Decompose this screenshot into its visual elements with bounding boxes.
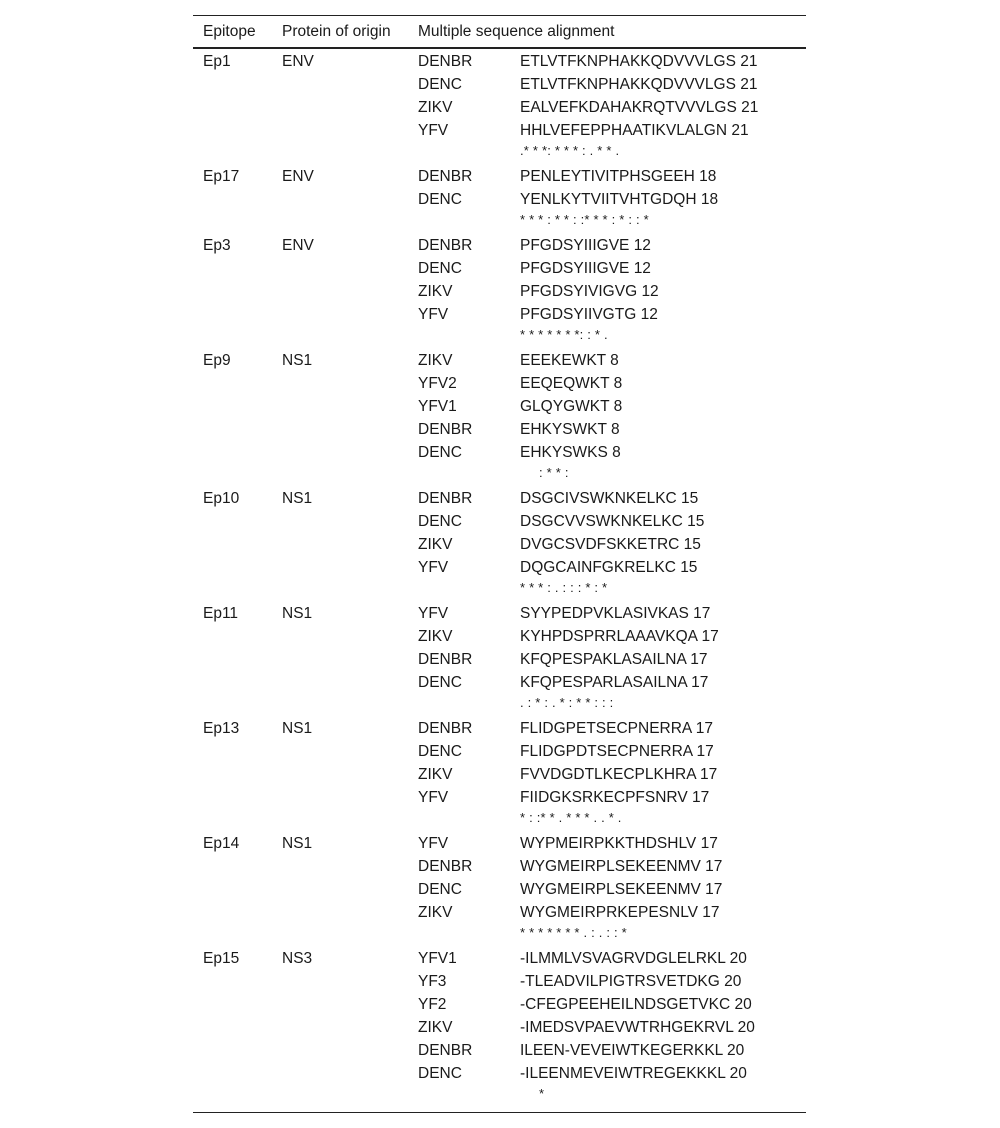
- virus-cell: YFV1: [418, 398, 457, 415]
- sequence-cell: EEQEQWKT 8: [520, 375, 623, 392]
- table-row: [193, 257, 806, 280]
- virus-cell: DENC: [418, 743, 462, 760]
- protein-cell: NS1: [282, 605, 313, 622]
- sequence-cell: GLQYGWKT 8: [520, 398, 623, 415]
- table-row: [193, 119, 806, 142]
- virus-cell: ZIKV: [418, 1019, 453, 1036]
- epitope-cell: Ep3: [203, 237, 231, 254]
- table-row: [193, 855, 806, 878]
- sequence-cell: -TLEADVILPIGTRSVETDKG 20: [520, 973, 742, 990]
- table-row: [193, 50, 806, 73]
- sequence-cell: -ILEENMEVEIWTREGEKKKL 20: [520, 1065, 747, 1082]
- table-row: [193, 395, 806, 418]
- sequence-cell: PFGDSYIIVGTG 12: [520, 306, 658, 323]
- table-row: [193, 303, 806, 326]
- table-row: [193, 165, 806, 188]
- sequence-cell: FLIDGPETSECPNERRA 17: [520, 720, 713, 737]
- sequence-cell: KFQPESPAKLASAILNA 17: [520, 651, 708, 668]
- consensus-row: [193, 464, 806, 487]
- table-row: [193, 510, 806, 533]
- virus-cell: ZIKV: [418, 283, 453, 300]
- virus-cell: DENBR: [418, 490, 473, 507]
- consensus-row: [193, 694, 806, 717]
- consensus-row: [193, 809, 806, 832]
- sequence-cell: ILEEN-VEVEIWTKEGERKKL 20: [520, 1042, 745, 1059]
- virus-cell: YF3: [418, 973, 447, 990]
- sequence-cell: DVGCSVDFSKKETRC 15: [520, 536, 701, 553]
- table-row: [193, 533, 806, 556]
- sequence-cell: WYPMEIRPKKTHDSHLV 17: [520, 835, 718, 852]
- table-row: [193, 717, 806, 740]
- consensus-row: [193, 579, 806, 602]
- table-row: [193, 73, 806, 96]
- table-row: [193, 671, 806, 694]
- sequence-cell: DQGCAINFGKRELKC 15: [520, 559, 698, 576]
- consensus-symbols: : * * :: [520, 465, 569, 480]
- sequence-cell: -IMEDSVPAEVWTRHGEKRVL 20: [520, 1019, 755, 1036]
- virus-cell: DENC: [418, 881, 462, 898]
- protein-cell: NS3: [282, 950, 313, 967]
- virus-cell: DENC: [418, 260, 462, 277]
- sequence-cell: -ILMMLVSVAGRVDGLELRKL 20: [520, 950, 747, 967]
- virus-cell: YFV: [418, 559, 449, 576]
- consensus-symbols: . : * : . * : * * : : :: [520, 695, 614, 710]
- sequence-cell: KYHPDSPRRLAAAVKQA 17: [520, 628, 719, 645]
- virus-cell: DENBR: [418, 858, 473, 875]
- sequence-cell: WYGMEIRPLSEKEENMV 17: [520, 881, 723, 898]
- table-row: [193, 970, 806, 993]
- table-bottom-rule: [193, 1112, 806, 1113]
- epitope-cell: Ep15: [203, 950, 240, 967]
- virus-cell: DENC: [418, 513, 462, 530]
- consensus-symbols: *: [520, 1086, 545, 1101]
- virus-cell: DENBR: [418, 720, 473, 737]
- protein-cell: NS1: [282, 835, 313, 852]
- virus-cell: YFV: [418, 789, 449, 806]
- table-row: [193, 349, 806, 372]
- table-row: [193, 740, 806, 763]
- consensus-row: [193, 924, 806, 947]
- consensus-symbols: * * * * * * *: : * .: [520, 327, 608, 342]
- consensus-row: [193, 142, 806, 165]
- protein-cell: NS1: [282, 352, 313, 369]
- protein-cell: ENV: [282, 53, 314, 70]
- protein-cell: ENV: [282, 168, 314, 185]
- consensus-row: [193, 211, 806, 234]
- table-header: [193, 16, 806, 47]
- header-multiple-sequence-alignment: Multiple sequence alignment: [418, 23, 615, 40]
- table-row: [193, 625, 806, 648]
- sequence-cell: PFGDSYIIIGVE 12: [520, 237, 651, 254]
- table-row: [193, 1039, 806, 1062]
- consensus-symbols: .* * *: * * * : . * * .: [520, 143, 620, 158]
- consensus-row: [193, 326, 806, 349]
- sequence-cell: EEEKEWKT 8: [520, 352, 619, 369]
- consensus-symbols: * * * : . : : : * : *: [520, 580, 608, 595]
- table-row: [193, 418, 806, 441]
- sequence-cell: PFGDSYIVIGVG 12: [520, 283, 659, 300]
- sequence-cell: EALVEFKDAHAKRQTVVVLGS 21: [520, 99, 759, 116]
- virus-cell: YFV1: [418, 950, 457, 967]
- virus-cell: DENC: [418, 444, 462, 461]
- table-row: [193, 1062, 806, 1085]
- table-row: [193, 878, 806, 901]
- virus-cell: YFV: [418, 306, 449, 323]
- sequence-cell: EHKYSWKS 8: [520, 444, 621, 461]
- epitope-cell: Ep10: [203, 490, 240, 507]
- table-row: [193, 786, 806, 809]
- sequence-cell: DSGCIVSWKNKELKC 15: [520, 490, 699, 507]
- table-row: [193, 832, 806, 855]
- virus-cell: DENBR: [418, 237, 473, 254]
- alignment-table: [193, 15, 806, 1113]
- virus-cell: DENBR: [418, 651, 473, 668]
- sequence-cell: FLIDGPDTSECPNERRA 17: [520, 743, 714, 760]
- consensus-symbols: * : :* * . * * * . . * .: [520, 810, 622, 825]
- table-row: [193, 487, 806, 510]
- sequence-cell: PENLEYTIVITPHSGEEH 18: [520, 168, 717, 185]
- epitope-cell: Ep9: [203, 352, 231, 369]
- table-row: [193, 372, 806, 395]
- virus-cell: ZIKV: [418, 99, 453, 116]
- table-row: [193, 1016, 806, 1039]
- virus-cell: DENBR: [418, 168, 473, 185]
- table-row: [193, 901, 806, 924]
- table-row: [193, 96, 806, 119]
- sequence-cell: ETLVTFKNPHAKKQDVVVLGS 21: [520, 53, 758, 70]
- table-row: [193, 602, 806, 625]
- header-protein-of-origin: Protein of origin: [282, 23, 391, 40]
- epitope-cell: Ep1: [203, 53, 231, 70]
- sequence-cell: FVVDGDTLKECPLKHRA 17: [520, 766, 718, 783]
- sequence-cell: HHLVEFEPPHAATIKVLALGN 21: [520, 122, 749, 139]
- table-row: [193, 763, 806, 786]
- virus-cell: DENC: [418, 1065, 462, 1082]
- virus-cell: ZIKV: [418, 766, 453, 783]
- epitope-cell: Ep17: [203, 168, 240, 185]
- consensus-symbols: * * * * * * * . : . : : *: [520, 925, 627, 940]
- table-row: [193, 556, 806, 579]
- virus-cell: YFV: [418, 605, 449, 622]
- sequence-cell: WYGMEIRPRKEPESNLV 17: [520, 904, 720, 921]
- virus-cell: DENC: [418, 191, 462, 208]
- table-row: [193, 280, 806, 303]
- sequence-cell: KFQPESPARLASAILNA 17: [520, 674, 709, 691]
- protein-cell: NS1: [282, 720, 313, 737]
- virus-cell: ZIKV: [418, 352, 453, 369]
- virus-cell: DENBR: [418, 53, 473, 70]
- virus-cell: YF2: [418, 996, 447, 1013]
- table-row: [193, 441, 806, 464]
- sequence-cell: DSGCVVSWKNKELKC 15: [520, 513, 705, 530]
- virus-cell: YFV2: [418, 375, 457, 392]
- epitope-cell: Ep14: [203, 835, 240, 852]
- sequence-cell: FIIDGKSRKECPFSNRV 17: [520, 789, 710, 806]
- header-epitope: Epitope: [203, 23, 256, 40]
- protein-cell: NS1: [282, 490, 313, 507]
- sequence-cell: SYYPEDPVKLASIVKAS 17: [520, 605, 711, 622]
- table-row: [193, 993, 806, 1016]
- consensus-symbols: * * * : * * : :* * * : * : : *: [520, 212, 649, 227]
- virus-cell: DENBR: [418, 421, 473, 438]
- virus-cell: ZIKV: [418, 628, 453, 645]
- sequence-cell: EHKYSWKT 8: [520, 421, 620, 438]
- table-body: [193, 49, 806, 1112]
- virus-cell: YFV: [418, 835, 449, 852]
- sequence-cell: WYGMEIRPLSEKEENMV 17: [520, 858, 723, 875]
- virus-cell: ZIKV: [418, 536, 453, 553]
- consensus-row: [193, 1085, 806, 1108]
- table-row: [193, 234, 806, 257]
- table-row: [193, 188, 806, 211]
- sequence-cell: -CFEGPEEHEILNDSGETVKC 20: [520, 996, 752, 1013]
- table-row: [193, 648, 806, 671]
- virus-cell: YFV: [418, 122, 449, 139]
- virus-cell: ZIKV: [418, 904, 453, 921]
- epitope-cell: Ep11: [203, 605, 239, 622]
- virus-cell: DENC: [418, 674, 462, 691]
- protein-cell: ENV: [282, 237, 314, 254]
- epitope-cell: Ep13: [203, 720, 240, 737]
- sequence-cell: YENLKYTVIITVHTGDQH 18: [520, 191, 719, 208]
- sequence-cell: ETLVTFKNPHAKKQDVVVLGS 21: [520, 76, 758, 93]
- virus-cell: DENBR: [418, 1042, 473, 1059]
- virus-cell: DENC: [418, 76, 462, 93]
- sequence-cell: PFGDSYIIIGVE 12: [520, 260, 651, 277]
- table-row: [193, 947, 806, 970]
